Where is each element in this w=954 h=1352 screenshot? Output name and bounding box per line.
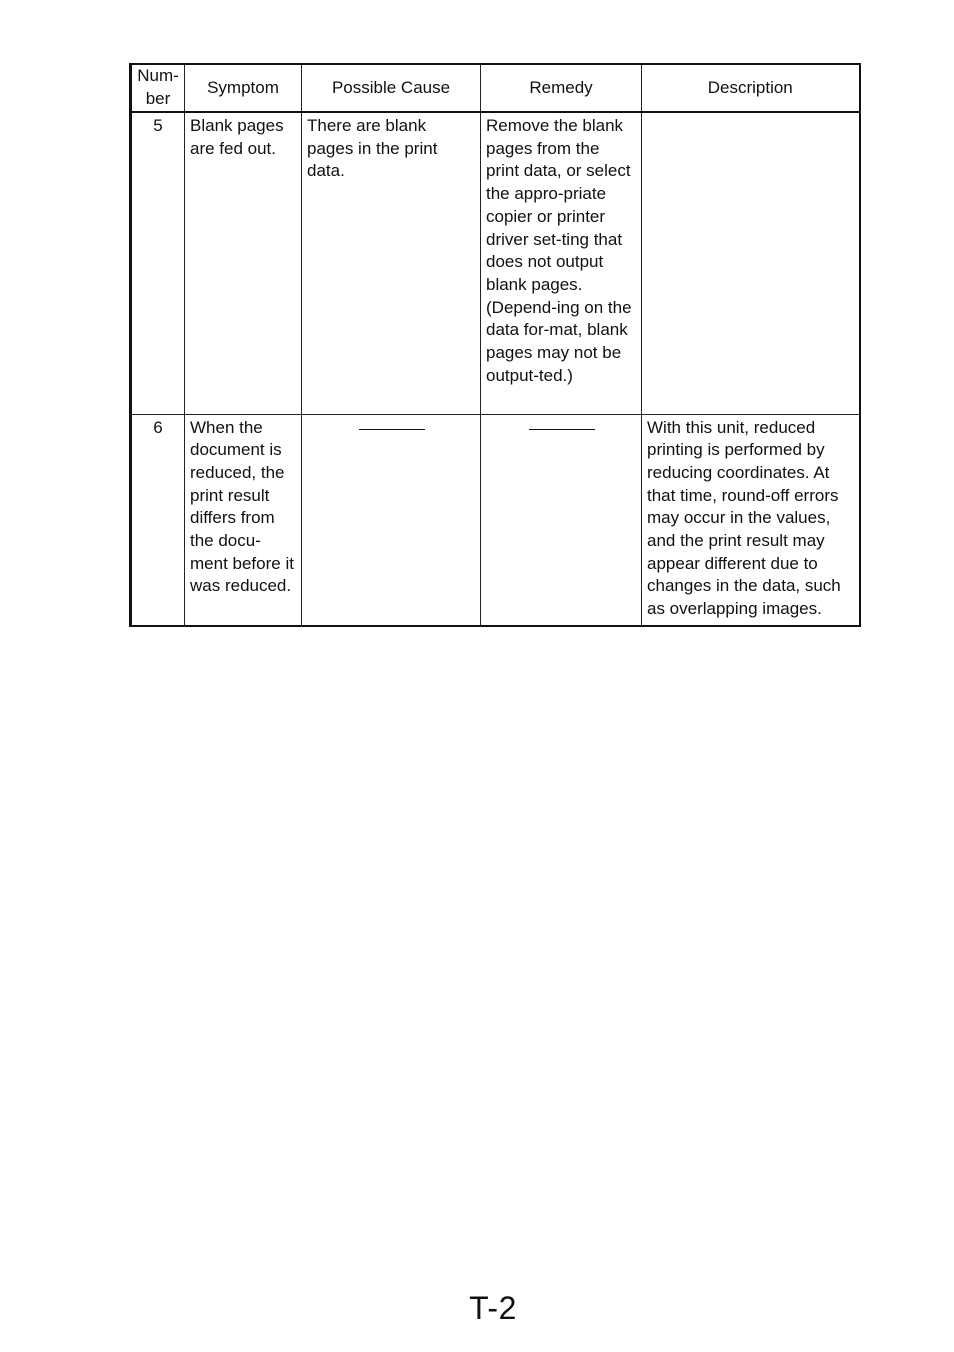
row-remedy: Remove the blank pages from the print data, or select the appro-priate copier or printer driver set-ting that does not output blank pages. (Depend-ing on the data for-mat, blank pages may not be output-ted.) (481, 112, 642, 414)
row-description: With this unit, reduced printing is performed by reducing coordinates. At that time, round-off errors may occur in the values, and the print result may appear different due to changes in the data, such as overlapping images. (642, 414, 860, 626)
header-description: Description (642, 64, 860, 112)
row-possible-cause: There are blank pages in the print data. (302, 112, 481, 414)
header-symptom: Symptom (185, 64, 302, 112)
not-applicable-dash (529, 429, 595, 430)
not-applicable-dash (359, 429, 425, 430)
row-number: 6 (131, 414, 185, 626)
header-row (131, 64, 860, 112)
table-header (131, 64, 860, 112)
table-row (131, 112, 860, 414)
row-description (642, 112, 860, 414)
header-possible-cause: Possible Cause (302, 64, 481, 112)
page-number: T-2 (469, 1290, 517, 1326)
row-symptom: When the document is reduced, the print result differs from the docu-ment before it was reduced. (185, 414, 302, 626)
header-remedy: Remedy (481, 64, 642, 112)
row-number: 5 (131, 112, 185, 414)
table-body (131, 112, 860, 626)
row-remedy (481, 414, 642, 626)
table-row (131, 414, 860, 626)
header-number: Num- ber (131, 64, 185, 112)
row-possible-cause (302, 414, 481, 626)
troubleshooting-table (129, 63, 861, 627)
row-symptom: Blank pages are fed out. (185, 112, 302, 414)
